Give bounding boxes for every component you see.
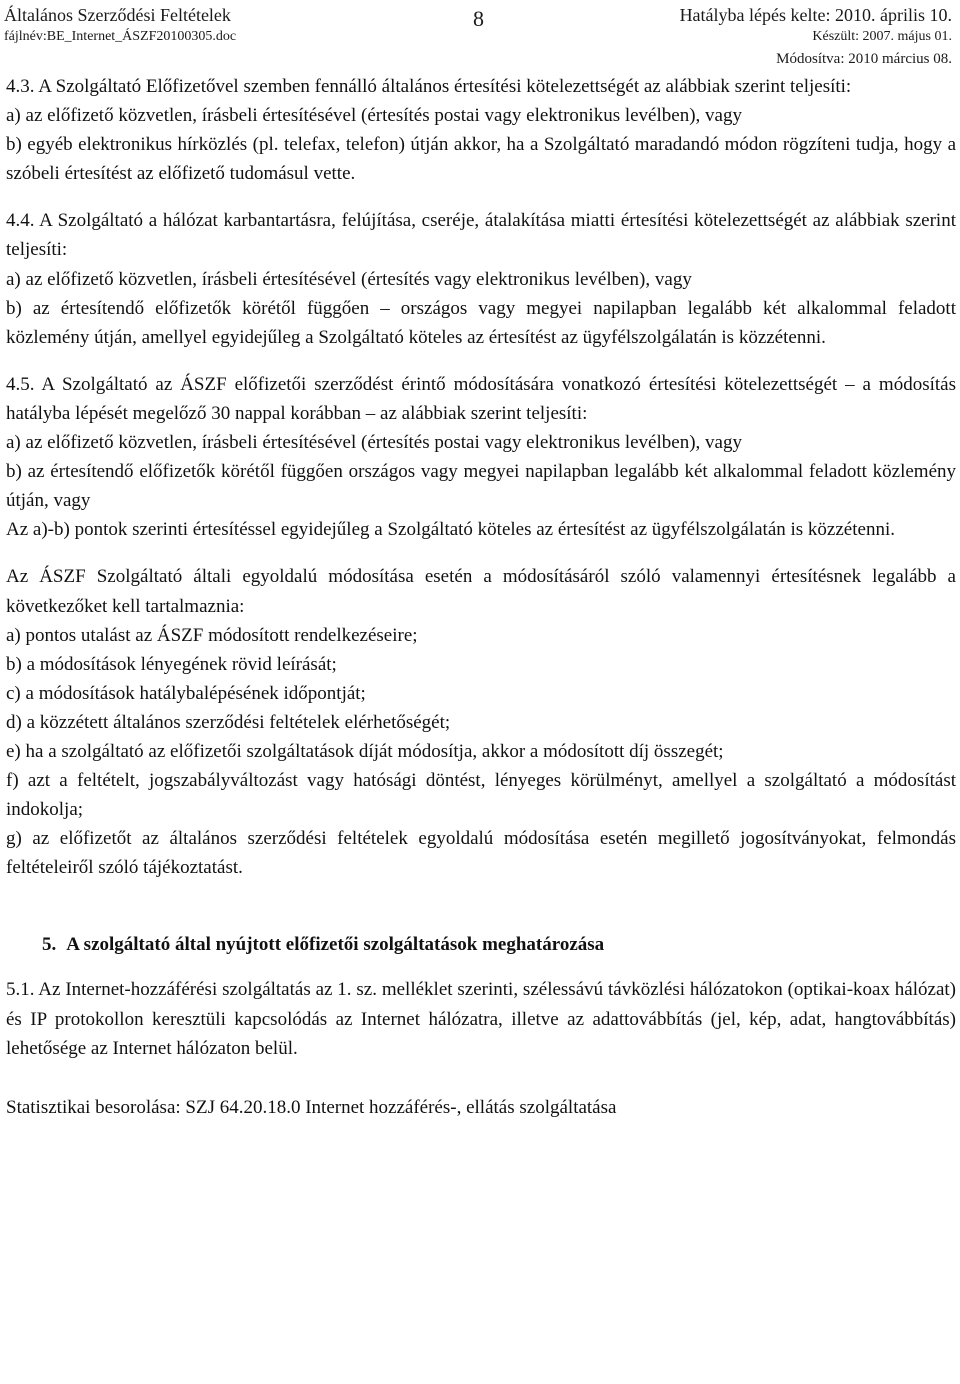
effective-date: Hatályba lépés kelte: 2010. április 10. <box>679 5 952 25</box>
para-4-3-a: a) az előfizető közvetlen, írásbeli értesítésével (értesítés postai vagy elektronikus levélben), vagy <box>6 105 742 127</box>
page-number: 8 <box>473 6 484 31</box>
list-item-d: d) a közzétett általános szerződési feltételek elérhetőségét; <box>6 711 451 733</box>
list-item-c: c) a módosítások hatálybalépésének időpontját; <box>6 682 366 704</box>
section-5-title: A szolgáltató által nyújtott előfizetői szolgáltatások meghatározása <box>66 934 605 956</box>
list-item-f: f) azt a feltételt, jogszabályváltozást vagy hatósági döntést, lényeges körülményt, amellyel a szolgáltató a módosítást indokolja; <box>6 770 956 821</box>
list-item-a: a) pontos utalást az ÁSZF módosított rendelkezéseire; <box>6 624 418 646</box>
section-5-number: 5. <box>42 934 57 956</box>
modified-date: Módosítva: 2010 március 08. <box>776 51 952 67</box>
para-4-4-a: a) az előfizető közvetlen, írásbeli értesítésével (értesítés vagy elektronikus levélben), vagy <box>6 268 692 290</box>
list-item-e: e) ha a szolgáltató az előfizetői szolgáltatások díját módosítja, akkor a módosított díj összegét; <box>6 740 724 762</box>
statistical-classification: Statisztikai besorolása: SZJ 64.20.18.0 Internet hozzáférés-, ellátás szolgáltatása <box>6 1096 617 1118</box>
para-4-3-b: b) egyéb elektronikus hírközlés (pl. telefax, telefon) útján akkor, ha a Szolgáltató maradandó módon rögzíteni tudja, hogy a szóbeli értesítést az előfizető tudomásul vette. <box>6 134 956 185</box>
para-4-5-c: Az a)-b) pontok szerinti értesítéssel egyidejűleg a Szolgáltató köteles az értesítést az ügyfélszolgálatán is közzétenni. <box>6 519 895 541</box>
para-4-4-intro: 4.4. A Szolgáltató a hálózat karbantartásra, felújítása, cseréje, átalakítása miatti értesítési kötelezettségét az alábbiak szerint teljesíti: <box>6 210 956 261</box>
para-4-5-a: a) az előfizető közvetlen, írásbeli értesítésével (értesítés postai vagy elektronikus levélben), vagy <box>6 432 742 454</box>
page-header <box>0 0 960 72</box>
list-item-b: b) a módosítások lényegének rövid leírását; <box>6 653 337 675</box>
document-title: Általános Szerződési Feltételek <box>4 5 231 25</box>
para-4-5-intro: 4.5. A Szolgáltató az ÁSZF előfizetői szerződést érintő módosítására vonatkozó értesítési kötelezettségét – a módosítás hatályba lépését megelőző 30 nappal korábban – az alábbiak szerint teljesíti: <box>6 373 956 424</box>
section-5-heading <box>6 930 956 959</box>
list-item-g: g) az előfizetőt az általános szerződési feltételek egyoldalú módosítása esetén megillető jogosítványokat, felmondás feltételeiről szóló tájékoztatást. <box>6 828 956 879</box>
para-4-4-b: b) az értesítendő előfizetők körétől függően – országos vagy megyei napilapban legalább két alkalommal feladott közlemény útján, amellyel egyidejűleg a Szolgáltató köteles az értesítést az ügyfélszolgálatán is közzétenni. <box>6 297 956 348</box>
para-4-3-intro: 4.3. A Szolgáltató Előfizetővel szemben fennálló általános értesítési kötelezettségét az alábbiak szerint teljesíti: <box>6 76 852 97</box>
para-4-5-b: b) az értesítendő előfizetők körétől függően országos vagy megyei napilapban legalább két alkalommal feladott közlemény útján, vagy <box>6 461 956 512</box>
para-5-1: 5.1. Az Internet-hozzáférési szolgáltatás az 1. sz. melléklet szerinti, szélessávú távközlési hálózatokon (optikai-koax hálózat) és IP protokollon keresztüli kapcsolódás az Internet hálózatra, illetve az adattovábbítás (jel, kép, adat, hangtovábbítás) lehetősége az Internet hálózaton belül. <box>6 979 956 1059</box>
file-name: fájlnév:BE_Internet_ÁSZF20100305.doc <box>4 29 237 44</box>
document-body <box>6 72 956 1122</box>
para-unilateral-intro: Az ÁSZF Szolgáltató általi egyoldalú módosítása esetén a módosításáról szóló valamennyi értesítésnek legalább a következőket kell tartalmaznia: <box>6 566 956 617</box>
created-date: Készült: 2007. május 01. <box>812 29 952 44</box>
